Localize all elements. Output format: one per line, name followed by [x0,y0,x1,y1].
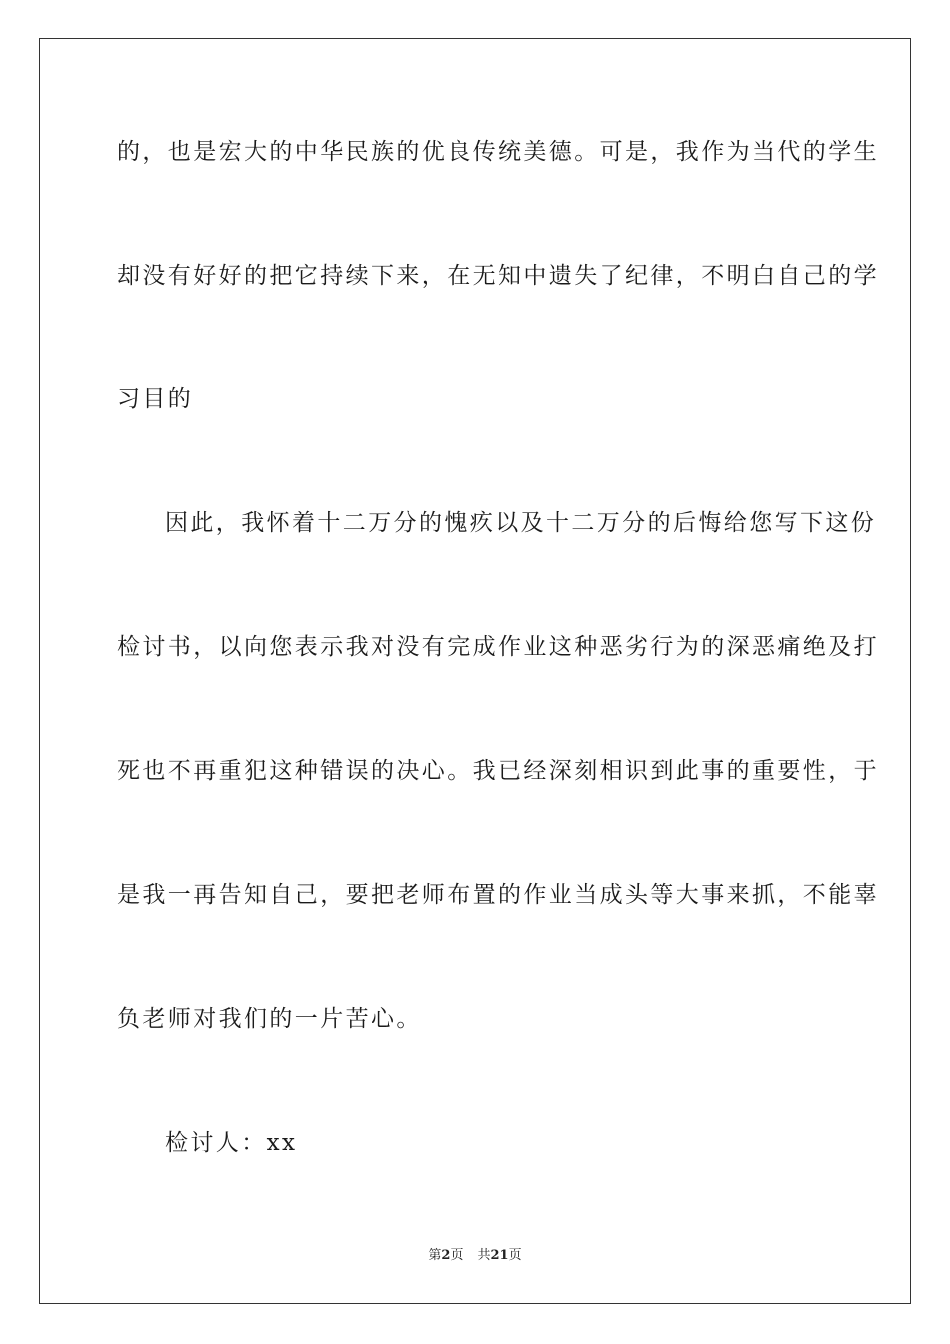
paragraph-line-7: 是我一再告知自己，要把老师布置的作业当成头等大事来抓，不能辜 [117,882,879,908]
footer-page-suffix: 页 [450,1248,464,1263]
signature-line: 检讨人：xx [165,1130,298,1156]
paragraph-line-4: 因此，我怀着十二万分的愧疚以及十二万分的后悔给您写下这份 [165,510,877,536]
footer-page-prefix: 第 [428,1248,442,1263]
paragraph-line-8: 负老师对我们的一片苦心。 [117,1006,422,1032]
paragraph-line-5: 检讨书，以向您表示我对没有完成作业这种恶劣行为的深恶痛绝及打 [117,634,879,660]
page-footer [0,1247,950,1265]
page-border [39,38,911,1304]
paragraph-line-3: 习目的 [117,386,194,412]
footer-page-number: 2 [441,1248,451,1263]
paragraph-line-2: 却没有好好的把它持续下来，在无知中遗失了纪律，不明白自己的学 [117,263,879,289]
footer-total-suffix: 页 [508,1248,522,1263]
footer-total-pages: 21 [490,1248,509,1263]
footer-total-prefix: 共 [477,1248,491,1263]
paragraph-line-1: 的，也是宏大的中华民族的优良传统美德。可是，我作为当代的学生 [117,139,879,165]
paragraph-line-6: 死也不再重犯这种错误的决心。我已经深刻相识到此事的重要性，于 [117,758,879,784]
